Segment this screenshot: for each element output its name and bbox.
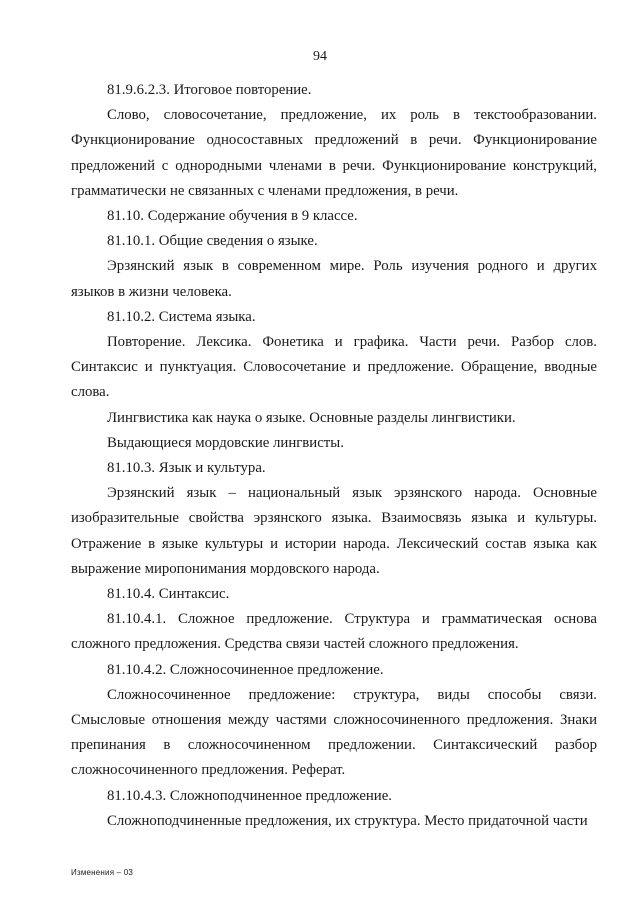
paragraph-linguists: Выдающиеся мордовские лингвисты. — [107, 434, 344, 451]
paragraph-complex-subordinate: Сложноподчиненные предложения, их структура. Место придаточной части — [107, 812, 588, 829]
paragraph-final-review: Слово, словосочетание, предложение, их роль в текстообразовании. Функционирование односоставных предложений в речи. Функционирование предложений с однородными членами в речи. Функционирование конструкций, грамматически не связанных с членами предложения, в речи. — [71, 107, 597, 199]
section-heading-81-10-4: 81.10.4. Синтаксис. — [107, 586, 230, 603]
section-heading-81-10-4-3: 81.10.4.3. Сложноподчиненное предложение. — [107, 787, 392, 804]
section-heading-81-9-6-2-3: 81.9.6.2.3. Итоговое повторение. — [107, 82, 312, 98]
section-heading-81-10-3: 81.10.3. Язык и культура. — [107, 460, 266, 477]
paragraph-complex-sentence: 81.10.4.1. Сложное предложение. Структура и грамматическая основа сложного предложения. Средства связи частей сложного предложения. — [71, 611, 597, 653]
paragraph-compound-sentence: Сложносочиненное предложение: структура, виды способы связи. Смысловые отношения между частями сложносочиненного предложения. Знаки препинания в сложносочиненном предложении. Синтаксический разбор сложносочиненного предложения. Реферат. — [71, 686, 597, 779]
page-number: 94 — [313, 49, 327, 64]
footer-revision-note: Изменения – 03 — [71, 868, 134, 877]
paragraph-linguistics: Лингвистика как наука о языке. Основные разделы лингвистики. — [107, 409, 516, 426]
section-heading-81-10-4-2: 81.10.4.2. Сложносочиненное предложение. — [107, 661, 384, 678]
paragraph-language-culture: Эрзянский язык – национальный язык эрзянского народа. Основные изобразительные свойства эрзянского языка. Взаимосвязь языка и культуры. Отражение в языке культуры и истории народа. Лексический состав языка как выражение миропонимания мордовского народа. — [71, 485, 597, 577]
paragraph-language-system: Повторение. Лексика. Фонетика и графика. Части речи. Разбор слов. Синтаксис и пунктуация. Словосочетание и предложение. Обращение, вводные слова. — [71, 334, 597, 401]
section-heading-81-10-2: 81.10.2. Система языка. — [107, 308, 256, 325]
section-heading-81-10: 81.10. Содержание обучения в 9 классе. — [107, 208, 358, 225]
paragraph-general-info: Эрзянский язык в современном мире. Роль изучения родного и других языков в жизни человека. — [71, 258, 597, 300]
document-body — [71, 78, 597, 834]
section-heading-81-10-1: 81.10.1. Общие сведения о языке. — [107, 233, 318, 250]
